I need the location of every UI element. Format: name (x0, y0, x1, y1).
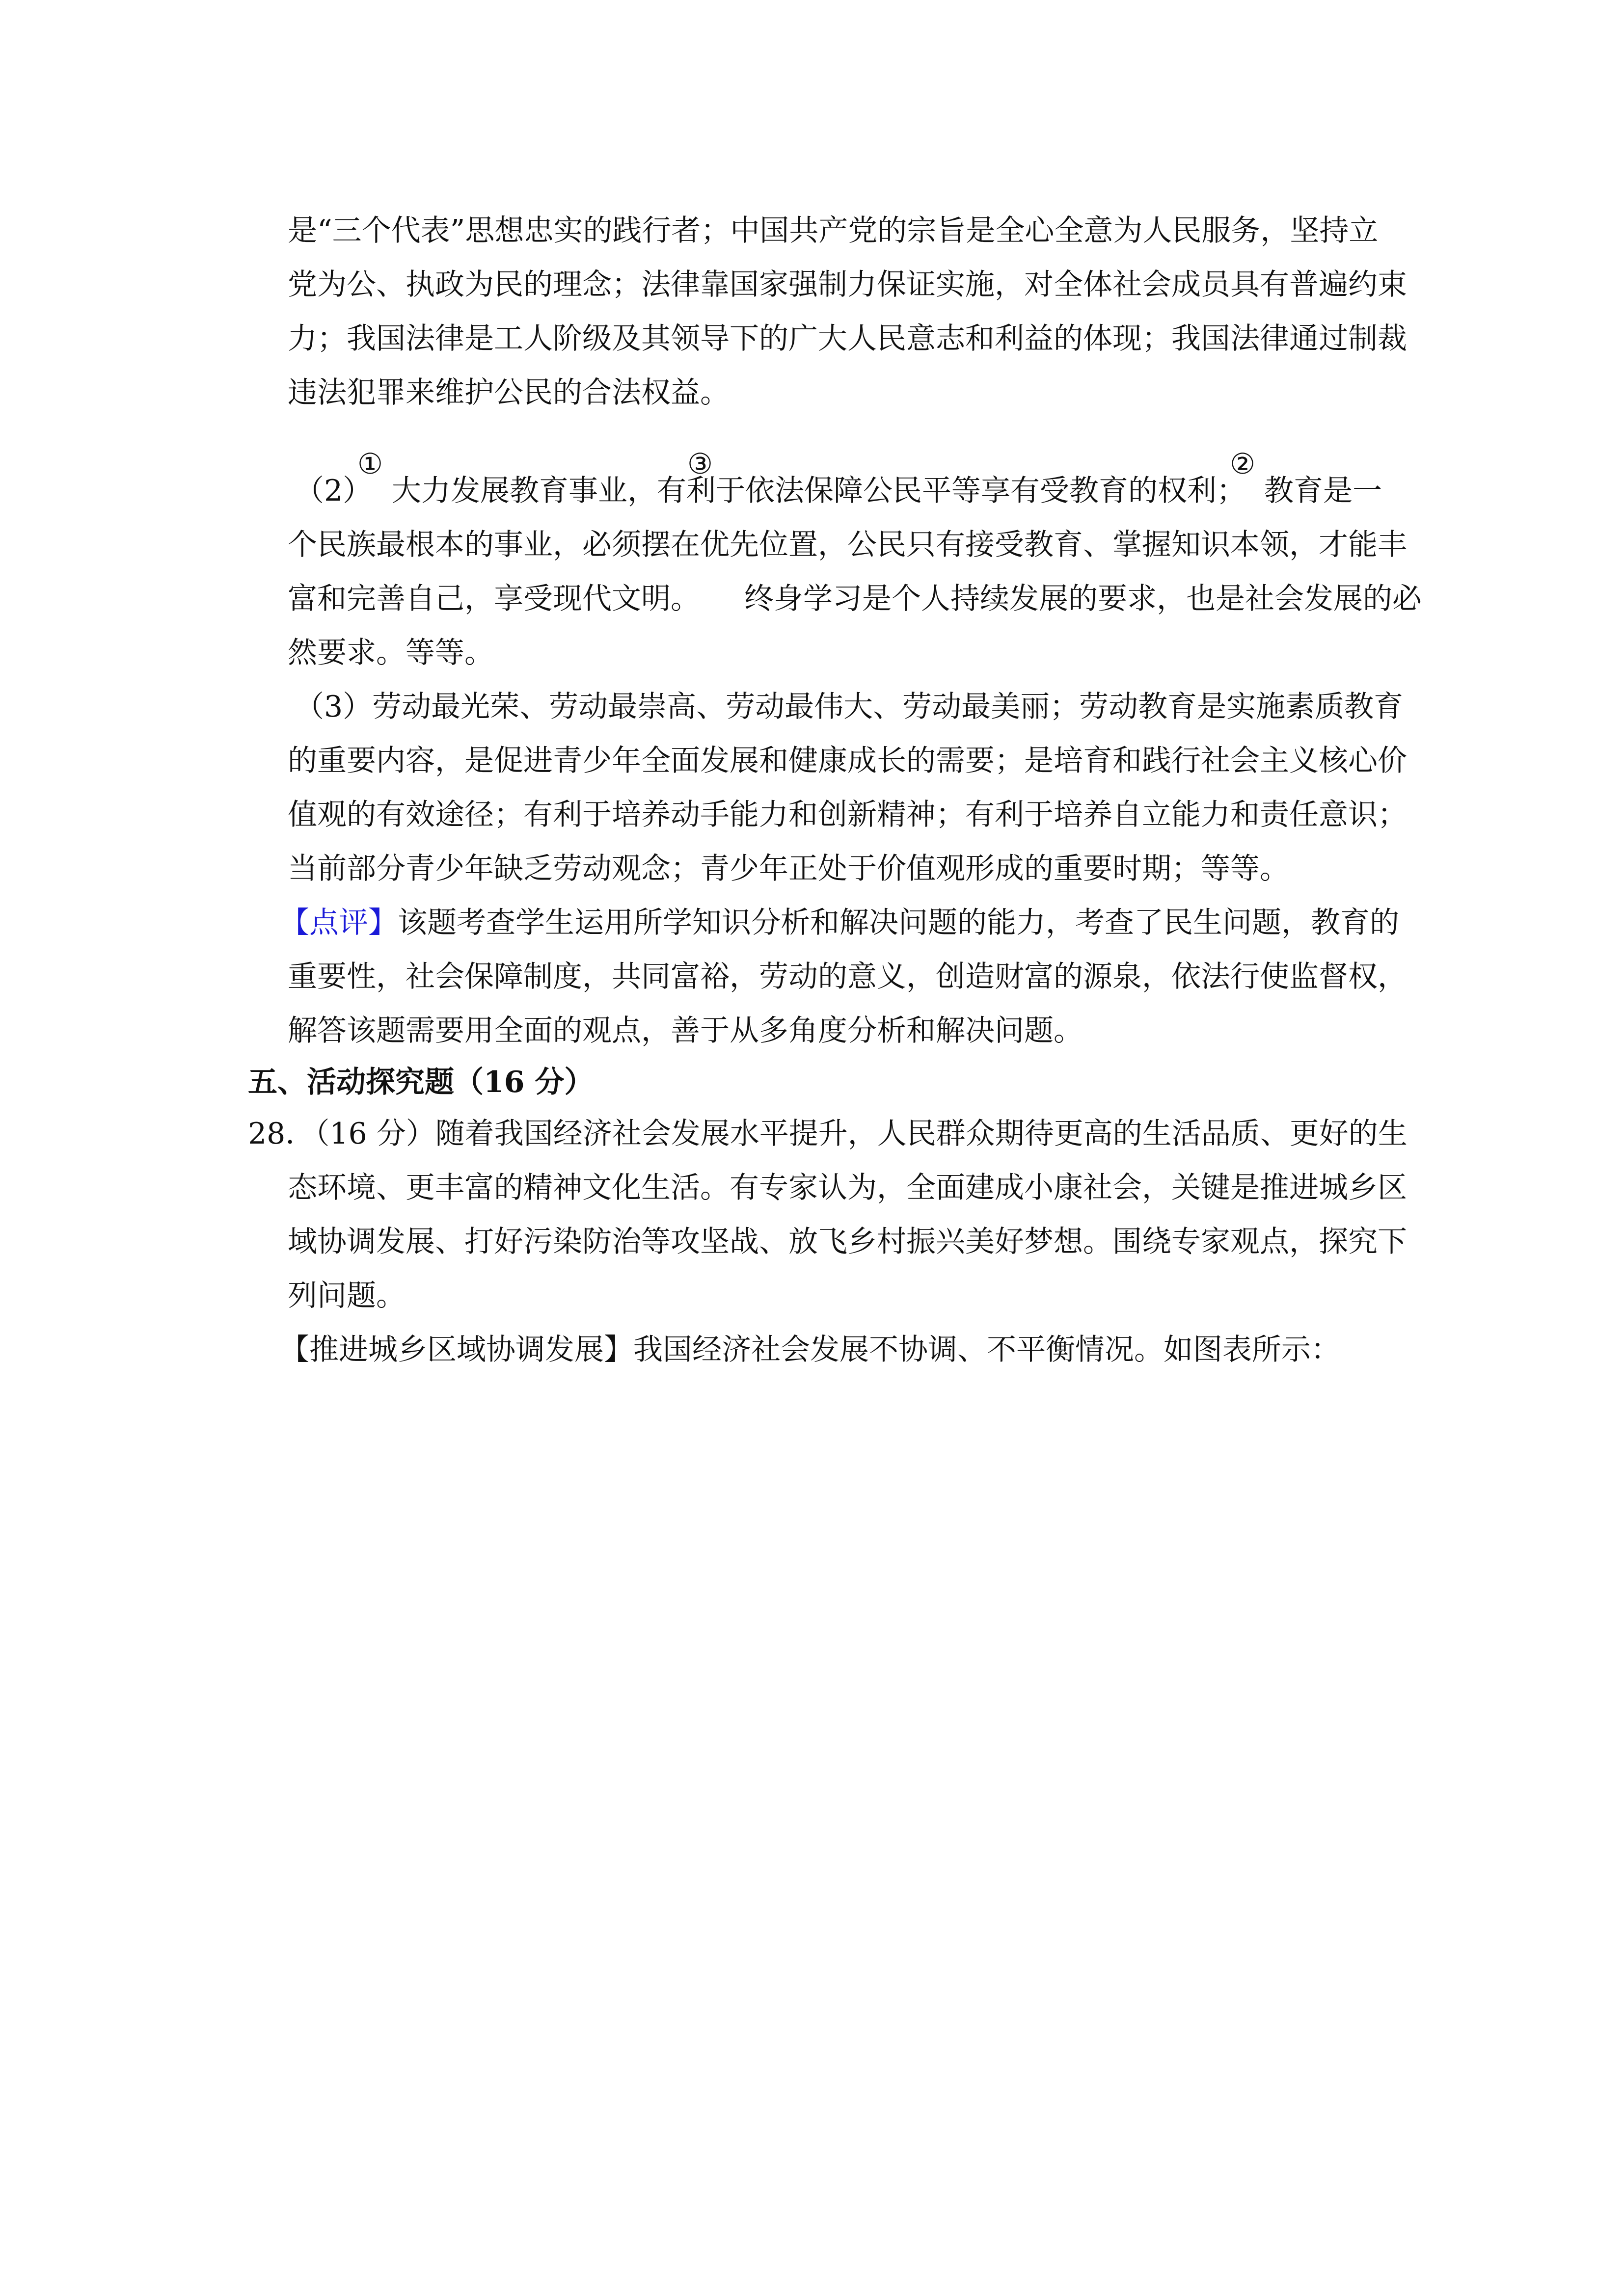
text-line: 力；我国法律是工人阶级及其领导下的广大人民意志和利益的体现；我国法律通过制裁 (288, 321, 1407, 356)
text-line: 值观的有效途径；有利于培养动手能力和创新精神；有利于培养自立能力和责任意识； (288, 798, 1407, 832)
text-line: 当前部分青少年缺乏劳动观念；青少年正处于价值观形成的重要时期；等等。 (288, 852, 1289, 886)
text-line: 重要性，社会保障制度，共同富裕，劳动的意义，创造财富的源泉，依法行使监督权， (288, 960, 1407, 994)
text-line: 是“三个代表”思想忠实的践行者；中国共产党的宗旨是全心全意为人民服务，坚持立 (288, 214, 1379, 248)
text-line: 列问题。 (288, 1279, 406, 1313)
comment-text: 该题考查学生运用所学知识分析和解决问题的能力，考查了民生问题，教育的 (398, 906, 1399, 940)
circled-number-3: ③ (687, 447, 713, 481)
text-line: （3）劳动最光荣、劳动最崇高、劳动最伟大、劳动最美丽；劳动教育是实施素质教育 (295, 690, 1404, 724)
text-line: 的重要内容，是促进青少年全面发展和健康成长的需要；是培育和践行社会主义核心价 (288, 744, 1407, 778)
circled-number-1: ① (357, 447, 383, 481)
section-heading: 五、活动探究题（16 分） (248, 1065, 594, 1099)
text-line: 个民族最根本的事业，必须摆在优先位置，公民只有接受教育、掌握知识本领，才能丰 (288, 528, 1407, 562)
q2-segment-1: 大力发展教育事业，有利于依法保障公民平等享有受教育的权利； (392, 474, 1246, 508)
text-line: 党为公、执政为民的理念；法律靠国家强制力保证实施，对全体社会成员具有普遍约束 (288, 267, 1407, 302)
text-line: 解答该题需要用全面的观点，善于从多角度分析和解决问题。 (288, 1014, 1083, 1048)
text-line: 富和完善自己，享受现代文明。 终身学习是个人持续发展的要求，也是社会发展的必 (288, 582, 1422, 616)
text-line: 然要求。等等。 (288, 636, 494, 670)
text-line: 违法犯罪来维护公民的合法权益。 (288, 375, 730, 410)
q2-prefix: （2） (295, 474, 373, 508)
text-line: 域协调发展、打好污染防治等攻坚战、放飞乡村振兴美好梦想。围绕专家观点，探究下 (288, 1225, 1407, 1259)
question-28-line: 28．（16 分）随着我国经济社会发展水平提升，人民群众期待更高的生活品质、更好的生 (248, 1117, 1407, 1151)
q2-segment-2: 教育是一 (1264, 474, 1382, 508)
text-line: 【推进城乡区域协调发展】我国经济社会发展不协调、不平衡情况。如图表所示： (280, 1333, 1340, 1367)
comment-paragraph (280, 903, 1399, 942)
text-line: 态环境、更丰富的精神文化生活。有专家认为，全面建成小康社会，关键是推进城乡区 (288, 1171, 1407, 1205)
comment-label: 【点评】 (280, 906, 398, 940)
circled-number-2: ② (1230, 447, 1255, 481)
